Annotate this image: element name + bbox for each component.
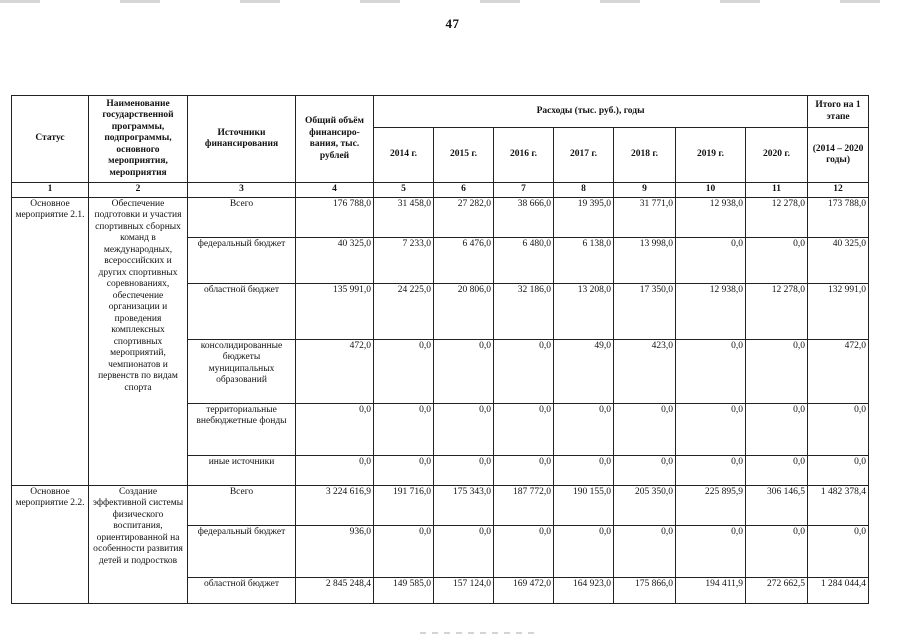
header-year: 2016 г. [494, 128, 554, 183]
value-cell: 0,0 [434, 455, 494, 485]
value-cell: 0,0 [554, 403, 614, 455]
header-year: 2014 г. [374, 128, 434, 183]
value-cell: 12 278,0 [746, 197, 808, 237]
value-cell: 0,0 [296, 455, 374, 485]
value-cell: 0,0 [676, 339, 746, 403]
value-cell: 40 325,0 [808, 237, 869, 283]
value-cell: 0,0 [554, 455, 614, 485]
source-cell: Всего [188, 485, 296, 525]
value-cell: 225 895,9 [676, 485, 746, 525]
value-cell: 0,0 [374, 339, 434, 403]
value-cell: 936,0 [296, 525, 374, 577]
value-cell: 0,0 [746, 455, 808, 485]
column-number: 6 [434, 183, 494, 198]
source-cell: территориальные внебюджетные фонды [188, 403, 296, 455]
value-cell: 0,0 [676, 403, 746, 455]
value-cell: 423,0 [614, 339, 676, 403]
column-number: 11 [746, 183, 808, 198]
source-cell: консолидированные бюджеты муниципальных образований [188, 339, 296, 403]
value-cell: 3 224 616,9 [296, 485, 374, 525]
value-cell: 0,0 [494, 455, 554, 485]
header-year: 2018 г. [614, 128, 676, 183]
source-cell: иные источники [188, 455, 296, 485]
value-cell: 0,0 [434, 339, 494, 403]
value-cell: 157 124,0 [434, 577, 494, 603]
header-total: Общий объём финансиро-вания, тыс. рублей [296, 96, 374, 183]
value-cell: 0,0 [676, 525, 746, 577]
column-number: 2 [89, 183, 188, 198]
value-cell: 0,0 [746, 525, 808, 577]
value-cell: 0,0 [808, 403, 869, 455]
value-cell: 205 350,0 [614, 485, 676, 525]
column-number: 3 [188, 183, 296, 198]
header-expenses: Расходы (тыс. руб.), годы [374, 96, 808, 128]
value-cell: 175 866,0 [614, 577, 676, 603]
column-number-row [12, 183, 869, 198]
value-cell: 2 845 248,4 [296, 577, 374, 603]
header-sources: Источники финансирования [188, 96, 296, 183]
value-cell: 0,0 [614, 525, 676, 577]
page-number: 47 [445, 16, 460, 31]
value-cell: 0,0 [614, 455, 676, 485]
value-cell: 6 480,0 [494, 237, 554, 283]
value-cell: 31 771,0 [614, 197, 676, 237]
header-itogo: Итого на 1 этапе [808, 96, 869, 128]
value-cell: 38 666,0 [494, 197, 554, 237]
value-cell: 0,0 [746, 339, 808, 403]
value-cell: 31 458,0 [374, 197, 434, 237]
value-cell: 20 806,0 [434, 283, 494, 339]
value-cell: 12 938,0 [676, 197, 746, 237]
source-cell: федеральный бюджет [188, 237, 296, 283]
value-cell: 13 208,0 [554, 283, 614, 339]
value-cell: 27 282,0 [434, 197, 494, 237]
value-cell: 175 343,0 [434, 485, 494, 525]
status-cell: Основное мероприятие 2.2. [12, 485, 89, 603]
value-cell: 49,0 [554, 339, 614, 403]
value-cell: 176 788,0 [296, 197, 374, 237]
column-number: 1 [12, 183, 89, 198]
value-cell: 32 186,0 [494, 283, 554, 339]
header-year: 2019 г. [676, 128, 746, 183]
value-cell: 0,0 [614, 403, 676, 455]
value-cell: 0,0 [494, 339, 554, 403]
value-cell: 0,0 [374, 525, 434, 577]
source-cell: Всего [188, 197, 296, 237]
value-cell: 12 278,0 [746, 283, 808, 339]
value-cell: 6 476,0 [434, 237, 494, 283]
value-cell: 187 772,0 [494, 485, 554, 525]
table-row [12, 485, 869, 525]
value-cell: 1 482 378,4 [808, 485, 869, 525]
value-cell: 19 395,0 [554, 197, 614, 237]
value-cell: 7 233,0 [374, 237, 434, 283]
value-cell: 164 923,0 [554, 577, 614, 603]
value-cell: 0,0 [296, 403, 374, 455]
source-cell: федеральный бюджет [188, 525, 296, 577]
value-cell: 0,0 [494, 525, 554, 577]
column-number: 8 [554, 183, 614, 198]
value-cell: 12 938,0 [676, 283, 746, 339]
value-cell: 472,0 [296, 339, 374, 403]
value-cell: 0,0 [808, 455, 869, 485]
value-cell: 0,0 [746, 403, 808, 455]
value-cell: 272 662,5 [746, 577, 808, 603]
value-cell: 0,0 [554, 525, 614, 577]
value-cell: 0,0 [434, 403, 494, 455]
value-cell: 1 284 044,4 [808, 577, 869, 603]
value-cell: 0,0 [374, 455, 434, 485]
value-cell: 0,0 [676, 455, 746, 485]
value-cell: 472,0 [808, 339, 869, 403]
value-cell: 0,0 [746, 237, 808, 283]
column-number: 9 [614, 183, 676, 198]
value-cell: 17 350,0 [614, 283, 676, 339]
value-cell: 194 411,9 [676, 577, 746, 603]
status-cell: Основное мероприятие 2.1. [12, 197, 89, 485]
source-cell: областной бюджет [188, 283, 296, 339]
column-number: 4 [296, 183, 374, 198]
value-cell: 13 998,0 [614, 237, 676, 283]
column-number: 7 [494, 183, 554, 198]
table-row [12, 197, 869, 237]
scan-edge-marks [0, 0, 905, 3]
value-cell: 0,0 [434, 525, 494, 577]
value-cell: 0,0 [494, 403, 554, 455]
value-cell: 149 585,0 [374, 577, 434, 603]
value-cell: 169 472,0 [494, 577, 554, 603]
value-cell: 173 788,0 [808, 197, 869, 237]
scan-bottom-marks [420, 632, 540, 634]
measure-name-cell: Обеспечение подготовки и участия спортивных сборных команд в международных, всероссийских и других спортивных соревнованиях, обеспечение организации и проведения комплексных спортивных мероприятий, чемпионатов и первенств по видам спорта [89, 197, 188, 485]
column-number: 10 [676, 183, 746, 198]
source-cell: областной бюджет [188, 577, 296, 603]
value-cell: 191 716,0 [374, 485, 434, 525]
value-cell: 135 991,0 [296, 283, 374, 339]
header-year: 2020 г. [746, 128, 808, 183]
value-cell: 306 146,5 [746, 485, 808, 525]
column-number: 12 [808, 183, 869, 198]
value-cell: 190 155,0 [554, 485, 614, 525]
header-name: Наименование государственной программы, подпрограммы, основного мероприятия, мероприятия [89, 96, 188, 183]
header-status: Статус [12, 96, 89, 183]
value-cell: 6 138,0 [554, 237, 614, 283]
value-cell: 24 225,0 [374, 283, 434, 339]
financing-table [11, 95, 869, 604]
value-cell: 132 991,0 [808, 283, 869, 339]
value-cell: 0,0 [374, 403, 434, 455]
value-cell: 40 325,0 [296, 237, 374, 283]
header-year: 2015 г. [434, 128, 494, 183]
header-year: 2017 г. [554, 128, 614, 183]
column-number: 5 [374, 183, 434, 198]
table-body [12, 197, 869, 603]
value-cell: 0,0 [676, 237, 746, 283]
value-cell: 0,0 [808, 525, 869, 577]
measure-name-cell: Создание эффективной системы физического воспитания, ориентированной на особенности развития детей и подростков [89, 485, 188, 603]
header-itogo-years: (2014 – 2020 годы) [808, 128, 869, 183]
